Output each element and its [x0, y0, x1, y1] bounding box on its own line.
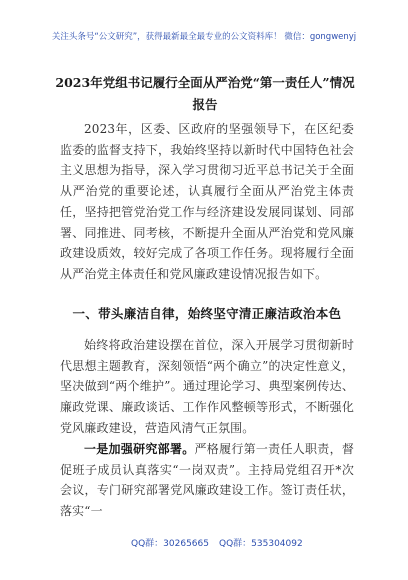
paragraph-research-deployment: [60, 439, 354, 522]
paragraph-political: 始终将政治建设摆在首位，深入开展学习贯彻新时代思想主题教育，深刻领悟“两个确立”的决定性意义，坚决做到“两个维护”。通过理论学习、典型案例传达、廉政党课、廉政谈话、工作作风整顿等形式，不断强化党风廉政建设，营造风清气正氛围。: [60, 338, 354, 435]
paragraph-intro: 2023年，区委、区政府的坚强领导下，在区纪委监委的监督支持下，我始终坚持以新时代中国特色社会主义思想为指导，深入学习贯彻习近平总书记关于全面从严治党的重要论述，认真履行全面从严治党主体责任，坚持把管党治党工作与经济建设发展同谋划、同部署、同推进、同考核，不断提升全面从严治党和党风廉政建设质效，较好完成了各项工作任务。现将履行全面从严治党主体责任和党风廉政建设情况报告如下。: [60, 122, 354, 281]
footer-qq-group-2: QQ群：535304092: [219, 539, 303, 549]
footer-qq-group-1: QQ群：30265665: [131, 539, 209, 549]
paragraph-body: 严格履行第一责任人职责，督促班子成员认真落实“一岗双责”。主持局党组召开*次会议，专门研究部署党风廉政建设工作。签订责任状，落实“一: [60, 442, 355, 519]
document-title: 2023年党组书记履行全面从严治党“第一责任人”情况报告: [55, 75, 355, 112]
paragraph-lead: 一是加强研究部署。: [84, 442, 195, 456]
section-heading-1: 一、带头廉洁自律，始终坚守清正廉洁政治本色: [72, 306, 342, 321]
header-note: 关注头条号“公文研究”，获得最新最全最专业的公文资料库！ 微信：gongwenyj: [51, 32, 357, 42]
footer: [0, 536, 408, 554]
